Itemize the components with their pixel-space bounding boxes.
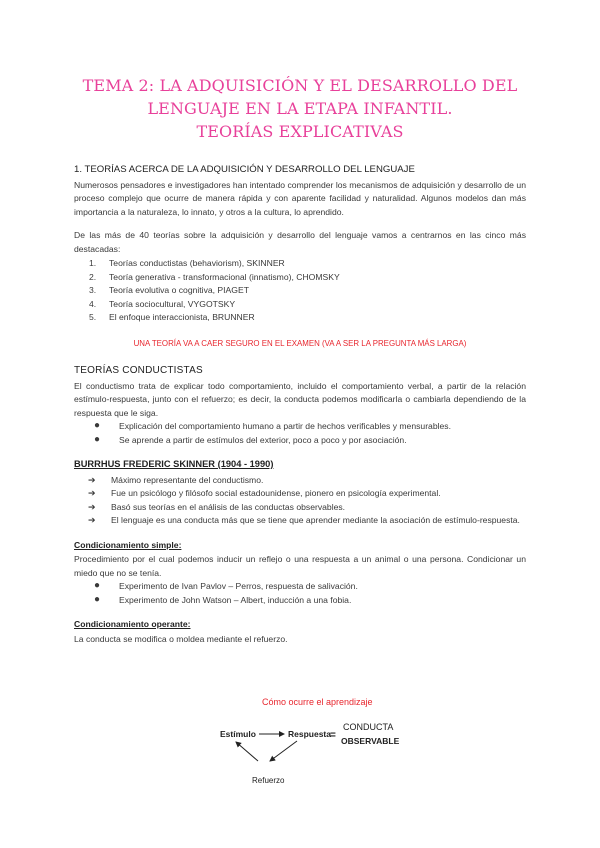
list-item: [74, 271, 526, 285]
list-number: 4.: [89, 298, 97, 309]
list-item: [74, 257, 526, 271]
list-item: [74, 514, 526, 528]
list-item: [74, 487, 526, 501]
list-number: 3.: [89, 285, 97, 295]
list-item: [74, 594, 526, 608]
list-item-text: Basó sus teorías en el análisis de las conductas observables.: [111, 501, 346, 512]
list-item: [74, 298, 526, 312]
learning-diagram: [206, 690, 406, 790]
list-item-text: Fue un psicólogo y filósofo social estadounidense, pionero en psicología experimental.: [111, 488, 441, 498]
section-1-heading: 1. TEORÍAS ACERCA DE LA ADQUISICIÓN Y DESARROLLO DEL LENGUAJE: [74, 164, 415, 175]
list-number: 2.: [89, 271, 97, 282]
arrow-icon: ➔: [88, 501, 96, 512]
title-line-2: LENGUAJE EN LA ETAPA INFANTIL.: [147, 99, 453, 118]
diagram-estimulo: Estímulo: [220, 729, 256, 739]
document-body: [74, 163, 526, 646]
diagram-title: Cómo ocurre el aprendizaje: [262, 697, 373, 707]
simple-conditioning-paragraph: Procedimiento por el cual podemos inducir un reflejo o una respuesta a un animal o una persona. Condicionar un miedo que no se tenía.: [74, 554, 526, 578]
arrow-refuerzo-estimulo: [236, 742, 258, 761]
conductistas-bullets: [74, 420, 526, 447]
list-item-text: El enfoque interaccionista, BRUNNER: [109, 312, 255, 322]
list-item-text: Teoría generativa - transformacional (innatismo), CHOMSKY: [109, 271, 340, 282]
section-1-paragraph-2: De las más de 40 teorías sobre la adquisición y desarrollo del lenguaje vamos a centrarnos en las cinco más destacadas:: [74, 230, 526, 254]
list-item-text: Teoría sociocultural, VYGOTSKY: [109, 298, 236, 309]
operant-conditioning-paragraph: La conducta se modifica o moldea mediante el refuerzo.: [74, 633, 288, 644]
list-item: [74, 474, 526, 488]
list-item: [74, 501, 526, 515]
list-number: 1.: [89, 258, 97, 268]
list-item-text: Teorías conductistas (behaviorism), SKINNER: [109, 258, 285, 268]
title-line-3: TEORÍAS EXPLICATIVAS: [196, 122, 404, 141]
conductistas-heading: TEORÍAS CONDUCTISTAS: [74, 365, 203, 376]
theories-list: [74, 257, 526, 325]
arrow-icon: ➔: [88, 488, 96, 498]
list-item: [74, 284, 526, 298]
bullet-icon: ●: [94, 593, 101, 605]
list-item-text: Experimento de Ivan Pavlov – Perros, respuesta de salivación.: [119, 581, 358, 591]
simple-conditioning-bullets: [74, 580, 526, 607]
diagram-observable: OBSERVABLE: [341, 736, 400, 746]
list-item: [74, 311, 526, 325]
operant-conditioning-heading: Condicionamiento operante:: [74, 619, 191, 629]
bullet-icon: ●: [94, 420, 101, 431]
bullet-icon: ●: [94, 580, 101, 591]
arrow-icon: ➔: [88, 515, 96, 525]
diagram-respuesta: Respuesta: [288, 729, 331, 739]
conductistas-paragraph: El conductismo trata de explicar todo comportamiento, incluido el comportamiento verbal, a partir de la relación estímulo-respuesta, junto con el refuerzo; es decir, la conducta podemos modificarla o cambiarla dependiendo de la respuesta que le siga.: [74, 380, 526, 418]
title-line-1: TEMA 2: LA ADQUISICIÓN Y EL DESARROLLO DEL: [82, 76, 518, 95]
list-item: [74, 434, 526, 448]
diagram-refuerzo: Refuerzo: [252, 776, 285, 785]
list-number: 5.: [89, 312, 97, 322]
list-item-text: Experimento de John Watson – Albert, inducción a una fobia.: [119, 594, 352, 605]
list-item-text: Teoría evolutiva o cognitiva, PIAGET: [109, 285, 249, 295]
bullet-icon: ●: [94, 433, 101, 445]
arrow-icon: ➔: [88, 474, 96, 485]
diagram-conducta: CONDUCTA: [343, 722, 394, 732]
list-item-text: Explicación del comportamiento humano a partir de hechos verificables y mensurables.: [119, 421, 451, 431]
section-1-paragraph-1: Numerosos pensadores e investigadores han intentado comprender los mecanismos de adquisición y desarrollo de un proceso complejo que ocurre de manera rápida y con aparente facilidad y naturalidad. Algunos modelos dan más importancia a la naturaleza, lo innato, y otros a la cultura, lo aprendido.: [74, 179, 526, 217]
arrow-respuesta-refuerzo: [270, 741, 297, 761]
list-item-text: El lenguaje es una conducta más que se tiene que aprender mediante la asociación de estímulo-respuesta.: [111, 515, 520, 525]
simple-conditioning-heading: Condicionamiento simple:: [74, 539, 182, 550]
document-title: [0, 74, 600, 143]
list-item-text: Máximo representante del conductismo.: [111, 474, 264, 485]
list-item-text: Se aprende a partir de estímulos del exterior, poco a poco y por asociación.: [119, 434, 407, 445]
list-item: [74, 420, 526, 434]
skinner-points: [74, 474, 526, 528]
list-item: [74, 580, 526, 594]
skinner-heading: BURRHUS FREDERIC SKINNER (1904 - 1990): [74, 459, 274, 469]
exam-alert: UNA TEORÍA VA A CAER SEGURO EN EL EXAMEN (VA A SER LA PREGUNTA MÁS LARGA): [133, 338, 467, 348]
diagram-equals: =: [330, 730, 336, 741]
